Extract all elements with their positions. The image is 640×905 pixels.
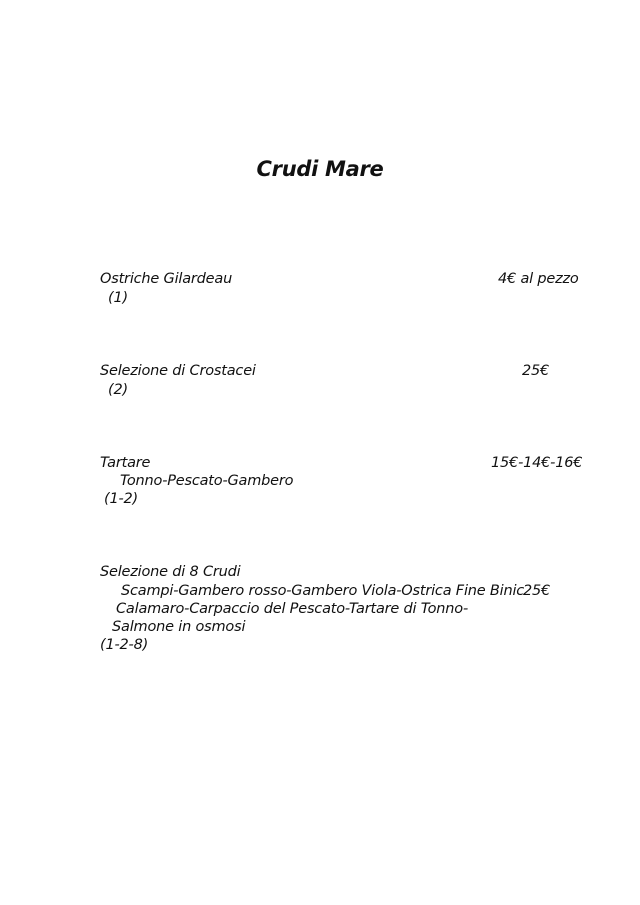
item-name: Ostriche Gilardeau	[100, 271, 233, 287]
item-allergens: (1)	[108, 290, 128, 306]
item-detail: Tonno-Pescato-Gambero	[120, 473, 294, 489]
item-price: 25€	[522, 363, 550, 379]
menu-title: Crudi Mare	[256, 157, 384, 181]
item-price: 4€ al pezzo	[498, 271, 579, 287]
item-detail: Calamaro-Carpaccio del Pescato-Tartare di Tonno-	[116, 601, 468, 617]
item-detail: Salmone in osmosi	[112, 619, 246, 635]
item-detail: Scampi-Gambero rosso-Gambero Viola-Ostrica Fine Binic	[121, 583, 525, 599]
item-allergens: (2)	[108, 382, 128, 398]
item-allergens: (1-2-8)	[100, 637, 149, 653]
item-allergens: (1-2)	[104, 491, 138, 507]
item-price: 15€-14€-16€	[491, 455, 583, 471]
item-price: 25€	[523, 583, 551, 599]
item-name: Selezione di 8 Crudi	[100, 564, 241, 580]
item-name: Tartare	[100, 455, 151, 471]
item-name: Selezione di Crostacei	[100, 363, 256, 379]
